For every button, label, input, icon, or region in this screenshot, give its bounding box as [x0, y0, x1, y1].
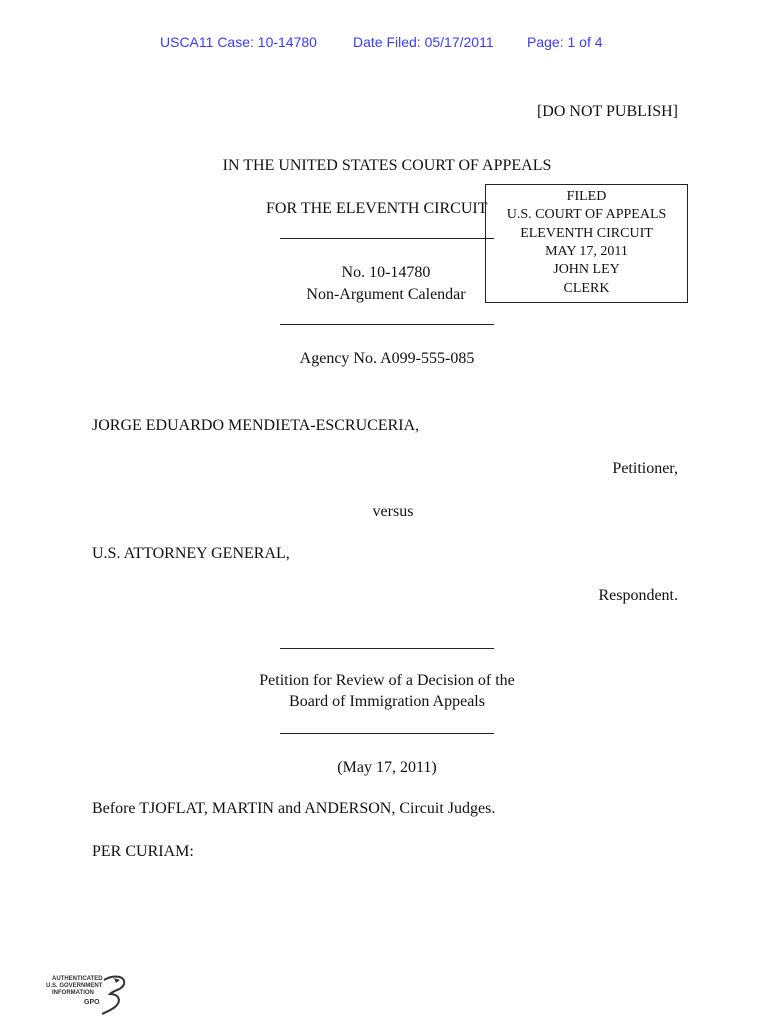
seal-line-4: GPO: [84, 999, 100, 1006]
page-number-header: Page: 1 of 4: [527, 34, 603, 50]
versus-label: versus: [372, 503, 414, 520]
filed-stamp-date: MAY 17, 2011: [545, 244, 628, 259]
seal-line-1: AUTHENTICATED: [52, 976, 103, 982]
decision-date: (May 17, 2011): [337, 759, 437, 776]
petition-line-1: Petition for Review of a Decision of the: [259, 672, 515, 689]
calendar-type: Non-Argument Calendar: [306, 286, 466, 303]
seal-line-3: INFORMATION: [52, 990, 94, 996]
seal-line-2: U.S. GOVERNMENT: [46, 983, 103, 989]
publish-note: [DO NOT PUBLISH]: [536, 103, 678, 120]
filed-stamp: [485, 184, 688, 303]
filed-stamp-clerk-name: JOHN LEY: [553, 262, 620, 277]
petition-line-2: Board of Immigration Appeals: [289, 693, 485, 710]
divider-rule: [280, 648, 494, 649]
docket-number: No. 10-14780: [341, 264, 431, 281]
filed-stamp-clerk-title: CLERK: [563, 281, 610, 296]
filed-stamp-filed: FILED: [566, 189, 607, 204]
per-curiam-heading: PER CURIAM:: [92, 843, 194, 860]
filed-stamp-circuit: ELEVENTH CIRCUIT: [520, 226, 653, 241]
respondent-name: U.S. ATTORNEY GENERAL,: [92, 545, 290, 562]
case-number-header: USCA11 Case: 10-14780: [160, 34, 317, 50]
gpo-authentication-seal: [44, 974, 134, 1018]
agency-number: Agency No. A099-555-085: [299, 350, 475, 367]
filed-stamp-court: U.S. COURT OF APPEALS: [506, 207, 667, 222]
circuit-title: FOR THE ELEVENTH CIRCUIT: [266, 200, 488, 217]
petitioner-role: Petitioner,: [612, 460, 678, 477]
divider-rule: [280, 324, 494, 325]
respondent-role: Respondent.: [598, 587, 678, 604]
divider-rule: [280, 733, 494, 734]
court-title: IN THE UNITED STATES COURT OF APPEALS: [222, 157, 552, 174]
divider-rule: [280, 238, 494, 239]
petitioner-name: JORGE EDUARDO MENDIETA-ESCRUCERIA,: [92, 417, 420, 434]
panel-judges: Before TJOFLAT, MARTIN and ANDERSON, Circuit Judges.: [92, 800, 496, 817]
eagle-icon: [44, 974, 134, 1018]
date-filed-header: Date Filed: 05/17/2011: [353, 34, 494, 50]
